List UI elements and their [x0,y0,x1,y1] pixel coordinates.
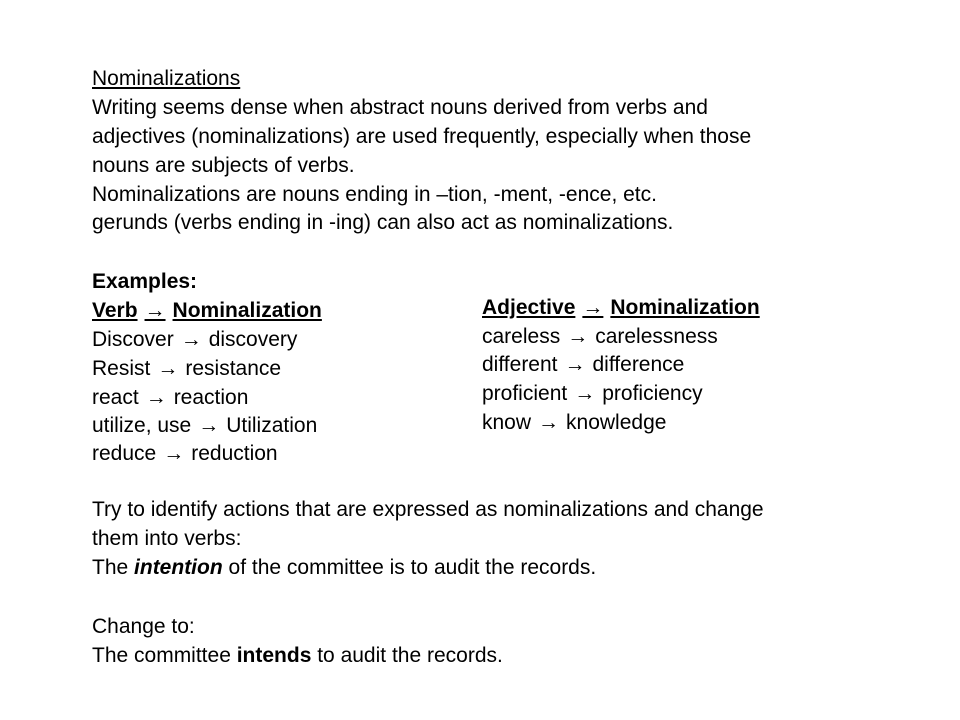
sentence-text: The [92,556,135,579]
adjective-column-title [482,293,760,322]
from-word: Resist [92,357,151,380]
to-word: reaction [173,386,249,409]
verb-example-row [92,383,248,412]
from-word: know [482,411,532,434]
title-right: Nominalization [610,296,760,319]
changed-sentence [92,641,503,670]
intro-line: gerunds (verbs ending in -ing) can also act as nominalizations. [92,211,674,234]
arrow-icon: → [574,382,596,405]
arrow-icon: → [163,442,185,465]
from-word: utilize, use [92,414,192,437]
verb-example-row [92,325,297,354]
examples-label: Examples: [92,270,198,293]
title-left: Adjective [482,296,576,319]
from-word: careless [482,325,561,348]
to-word: difference [592,353,685,376]
instruction-line: Try to identify actions that are expressed as nominalizations and change [92,498,764,521]
intro-line: Nominalizations are nouns ending in –tion, -ment, -ence, etc. [92,183,657,206]
arrow-icon: → [538,411,560,434]
sentence-keyword: intention [134,556,223,579]
from-word: Discover [92,328,174,351]
to-word: resistance [185,357,282,380]
from-word: reduce [92,442,157,465]
to-word: discovery [208,328,298,351]
arrow-icon: → [157,357,179,380]
from-word: different [482,353,558,376]
sentence-text: of the committee is to audit the records. [222,556,597,579]
adjective-example-row [482,350,684,379]
intro-line: Writing seems dense when abstract nouns derived from verbs and [92,96,708,119]
to-word: Utilization [226,414,318,437]
from-word: proficient [482,382,568,405]
arrow-icon: → [180,328,202,351]
arrow-icon: → [567,325,589,348]
intro-line: adjectives (nominalizations) are used frequently, especially when those [92,125,752,148]
arrow-icon: → [564,353,586,376]
sentence-text: The committee [92,644,237,667]
arrow-icon: → [198,414,220,437]
to-word: knowledge [566,411,667,434]
arrow-icon: → [582,296,604,319]
title-right: Nominalization [172,299,322,322]
to-word: carelessness [595,325,718,348]
adjective-example-row [482,379,703,408]
arrow-icon: → [145,386,167,409]
instruction-line: them into verbs: [92,527,242,550]
sentence-text: to audit the records. [311,644,503,667]
sentence-keyword: intends [236,644,312,667]
to-word: proficiency [602,382,703,405]
verb-example-row [92,354,281,383]
from-word: react [92,386,139,409]
change-label: Change to: [92,615,195,638]
verb-column-title [92,296,322,325]
arrow-icon: → [144,299,166,322]
intro-line: nouns are subjects of verbs. [92,154,355,177]
heading: Nominalizations [92,67,241,90]
adjective-example-row [482,408,666,437]
verb-example-row [92,411,317,440]
verb-example-row [92,439,278,468]
adjective-example-row [482,322,718,351]
to-word: reduction [191,442,278,465]
title-left: Verb [92,299,138,322]
example-sentence [92,553,596,582]
